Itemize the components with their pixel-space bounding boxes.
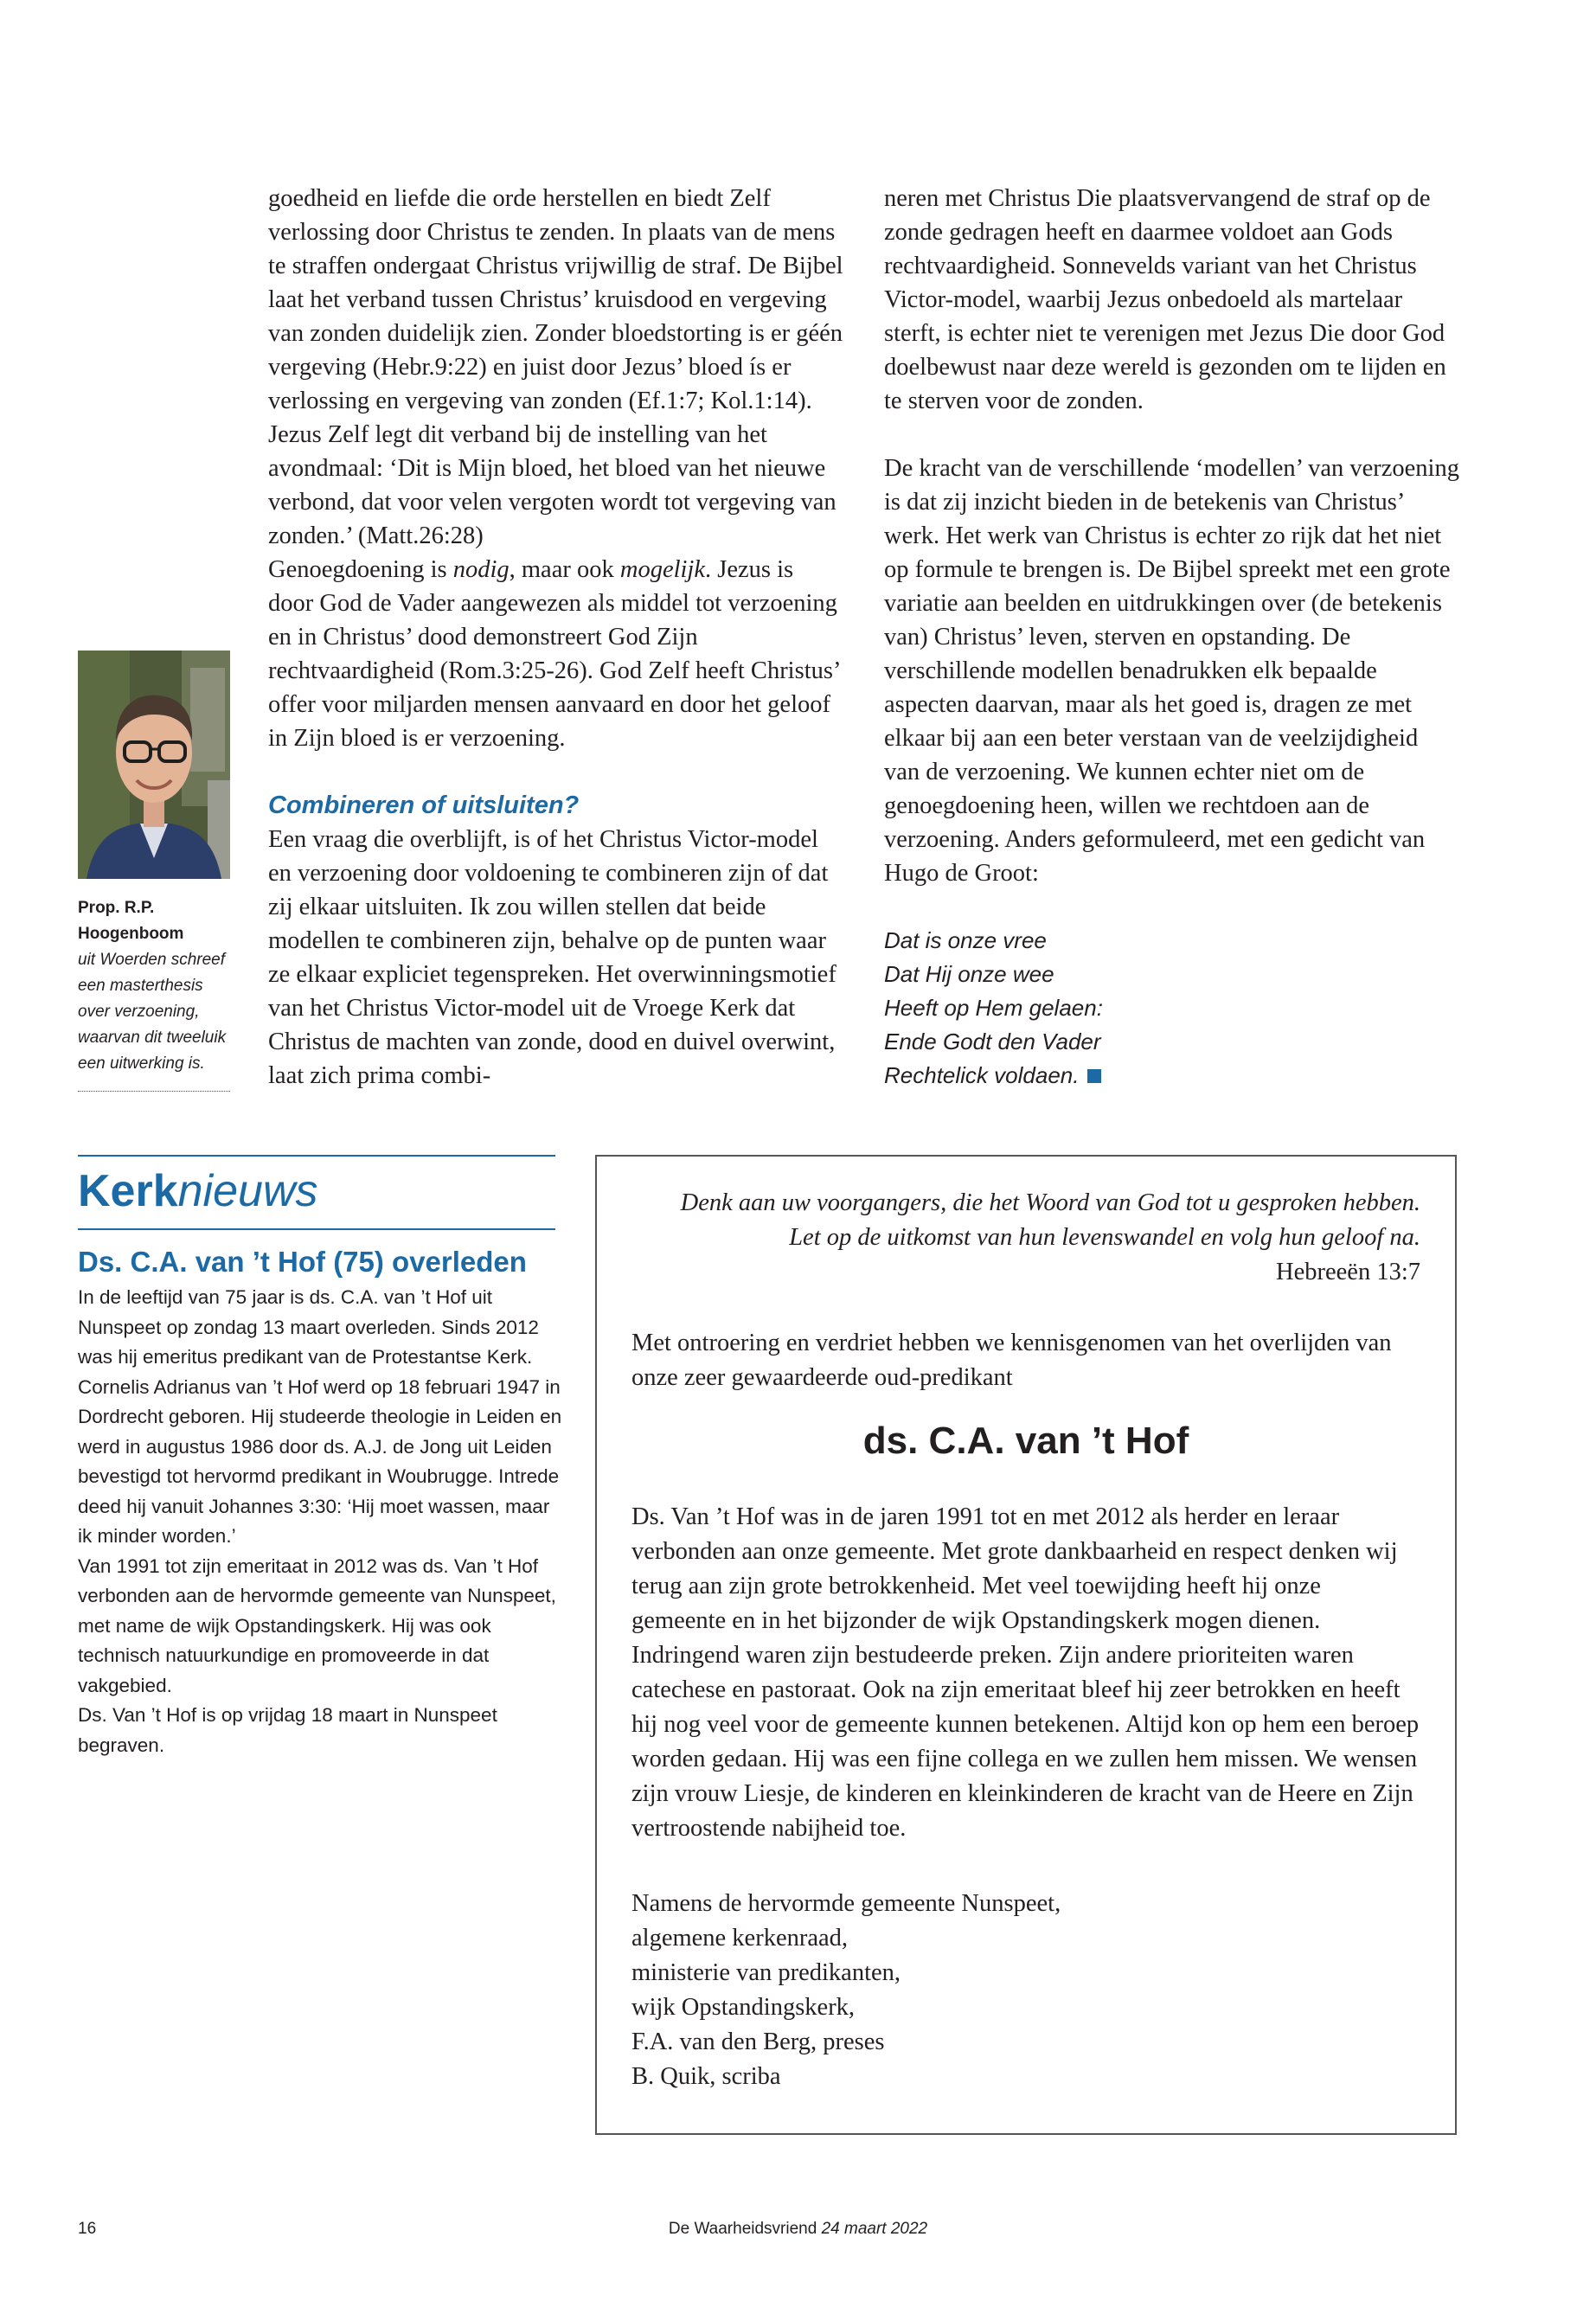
article-subheading: Combineren of uitsluiten? [268,792,580,819]
news-paragraph: Ds. Van ’t Hof is op vrijdag 18 maart in Nunspeet begraven. [78,1704,497,1756]
signature-line: wijk Opstandingskerk, [631,1994,856,2021]
article-paragraph: Genoegdoening is nodig, maar ook mogelijk. Jezus is door God de Vader aangewezen als middel tot verzoening en in Christus’ dood demonstreert God Zijn rechtvaardigheid (Rom.3:25-26). God Zelf heeft Christus’ offer voor miljarden mensen aanvaard en door het geloof in Zijn bloed is er verzoening. [268,556,840,752]
emphasis: mogelijk [619,556,705,583]
signature-line: ministerie van predikanten, [631,1959,901,1986]
poem [884,924,1459,1093]
caption-divider [78,1091,230,1092]
article-column-right [884,182,1459,1093]
magazine-name: De Waarheidsvriend [668,2220,817,2238]
notice-signature [631,1887,1420,2094]
notice-verse [631,1186,1420,1290]
news-paragraph: In de leeftijd van 75 jaar is ds. C.A. van ’t Hof uit Nunspeet op zondag 13 maart overleden. Sinds 2012 was hij emeritus predikant van de Protestantse Kerk. [78,1286,539,1368]
news-paragraph: Van 1991 tot zijn emeritaat in 2012 was ds. Van ’t Hof verbonden aan de hervormde gemeente van Nunspeet, met name de wijk Opstandingskerk. Hij was ook technisch natuurkundige en promoveerde in dat vakgebied. [78,1554,556,1696]
article-paragraph: Een vraag die overblijft, is of het Christus Victor-model en verzoening door voldoening te combineren zijn of dat zij elkaar uitsluiten. Ik zou willen stellen dat beide modellen te combineren zijn, behalve op de punten waar ze elkaar expliciet tegenspreken. Het overwinningsmotief van het Christus Victor-model uit de Vroege Kerk dat Christus de machten van zonde, dood en duivel overwint, laat zich prima combi- [268,826,836,1089]
footer-publication [0,2220,1596,2239]
article-paragraph: goedheid en liefde die orde herstellen en biedt Zelf verlossing door Christus te zenden. In plaats van de mens te straffen ondergaat Christus vrijwillig de straf. De Bijbel laat het verband tussen Christus’ kruisdood en vergeving van zonden duidelijk zien. Zonder bloedstorting is er géén vergeving (Hebr.9:22) en juist door Jezus’ bloed ís er verlossing en vergeving van zonden (Ef.1:7; Kol.1:14). Jezus Zelf legt dit verband bij de instelling van het avondmaal: ‘Dit is Mijn bloed, het bloed van het nieuwe verbond, dat voor velen vergoten wordt tot vergeving van zonden.’ (Matt.26:28) [268,185,843,549]
page-number: 16 [78,2220,97,2238]
article-column-middle [268,182,843,1093]
article-paragraph: neren met Christus Die plaatsvervangend de straf op de zonde gedragen heeft en daarmee voldoet aan Gods rechtvaardigheid. Sonnevelds variant van het Christus Victor-model, waarbij Jezus onbedoeld als martelaar sterft, is echter niet te verenigen met Jezus Die door God doelbewust naar deze wereld is gezonden om te lijden en te sterven voor de zonden. [884,185,1446,414]
end-mark-icon [1087,1069,1101,1083]
verse-reference: Hebreeën 13:7 [1276,1259,1420,1285]
signature-line: algemene kerkenraad, [631,1925,849,1952]
article-paragraph: De kracht van de verschillende ‘modellen’ van verzoening is dat zij inzicht bieden in de betekenis van Christus’ werk. Het werk van Christus is echter zo rijk dat het niet op formule te brengen is. De Bijbel spreekt met een grote variatie aan beelden en uitdrukkingen over (de betekenis van) Christus’ leven, sterven en opstanding. De verschillende modellen benadrukken elk bepaalde aspecten daarvan, maar als het goed is, dragen ze met elkaar bij aan een beter verstaan van de veelzijdigheid van de verzoening. We kunnen echter niet om de genoegdoening heen, willen we rechtdoen aan de verzoening. Anders geformuleerd, met een gedicht van Hugo de Groot: [884,455,1459,887]
news-body [78,1283,562,1760]
signature-line: B. Quik, scriba [631,2063,781,2090]
issue-date: 24 maart 2022 [821,2220,928,2238]
author-description: uit Woerden schreef een masterthesis over verzoening, waarvan dit tweeluik een uitwerking is. [78,951,227,1073]
author-name: Prop. R.P. Hoogenboom [78,899,184,943]
notice-deceased-name: ds. C.A. van ’t Hof [862,1420,1189,1462]
section-rule-bottom [78,1228,555,1230]
author-portrait [78,651,230,879]
signature-line: Namens de hervormde gemeente Nunspeet, [631,1890,1061,1917]
verse-line: Let op de uitkomst van hun levenswandel en volg hun geloof na. [789,1224,1420,1251]
author-photo-icon [78,651,230,879]
poem-line: Heeft op Hem gelaen: [884,995,1103,1021]
section-rule-top [78,1155,555,1157]
poem-line-last: Rechtelick voldaen. [884,1059,1459,1093]
signature-line: F.A. van den Berg, preses [631,2029,885,2055]
news-headline: Ds. C.A. van ’t Hof (75) overleden [78,1246,527,1278]
section-title-kerknieuws: Kerknieuws [78,1166,318,1216]
poem-line: Dat is onze vree [884,927,1047,953]
notice-body: Ds. Van ’t Hof was in de jaren 1991 tot en met 2012 als herder en leraar verbonden aan onze gemeente. Met grote dankbaarheid en respect denken wij terug aan zijn grote betrokkenheid. Met veel toewijding heeft hij onze gemeente en in het bijzonder de wijk Opstandingskerk mogen dienen. Indringend waren zijn bestudeerde preken. Zijn andere prioriteiten waren catechese en pastoraat. Ook na zijn emeritaat bleef hij zeer betrokken en heeft hij nog veel voor de gemeente kunnen betekenen. Altijd kon op hem een beroep worden gedaan. Hij was een fijne collega en we zullen hem missen. We wensen zijn vrouw Liesje, de kinderen en kleinkinderen de kracht van de Heere en Zijn vertroostende nabijheid toe. [631,1503,1420,1842]
author-caption [78,895,235,1077]
emphasis: nodig [452,556,510,583]
poem-line: Ende Godt den Vader [884,1029,1101,1054]
poem-line: Dat Hij onze wee [884,961,1054,987]
notice-intro: Met ontroering en verdriet hebben we kennisgenomen van het overlijden van onze zeer gewaardeerde oud-predikant [631,1330,1392,1391]
news-paragraph: Cornelis Adrianus van ’t Hof werd op 18 februari 1947 in Dordrecht geboren. Hij studeerde theologie in Leiden en werd in augustus 1986 door ds. A.J. de Jong uit Leiden bevestigd tot hervormd predikant in Woubrugge. Intrede deed hij vanuit Johannes 3:30: ‘Hij moet wassen, maar ik minder worden.’ [78,1375,562,1547]
verse-line: Denk aan uw voorgangers, die het Woord van God tot u gesproken hebben. [680,1189,1420,1216]
